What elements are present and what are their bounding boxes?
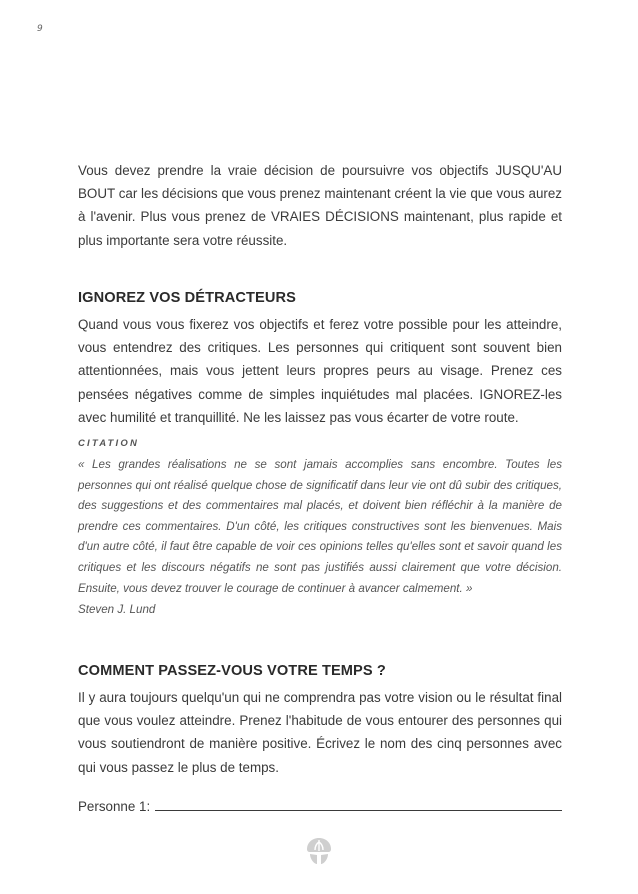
person-1-label: Personne 1: — [78, 799, 151, 814]
person-1-field — [78, 796, 562, 814]
detractors-body — [78, 313, 562, 429]
intro-section — [78, 159, 562, 252]
citation-label: CITATION — [78, 438, 140, 449]
time-section — [78, 663, 562, 679]
person-1-write-line[interactable] — [155, 796, 562, 811]
detractors-paragraph: Quand vous vous fixerez vos objectifs et ferez votre possible pour les atteindre, vous entendrez des critiques. Les personnes qui critiquent sont souvent bien attentionnées, mais vous jettent leurs propres peurs au visage. Prenez ces pensées négatives comme de simples inquiétudes mal placées. IGNOREZ-les avec humilité et tranquillité. Ne les laissez pas vous écarter de votre route. — [78, 317, 562, 425]
citation-quote: « Les grandes réalisations ne se sont jamais accomplies sans encombre. Toutes les personnes qui ont réalisé quelque chose de significatif dans leur vie ont dû subir des critiques, des suggestions et des commentaires mal placés, et doivent bien réfléchir à la manière de prendre ces commentaires. D'un côté, les critiques constructives sont les bienvenues. Mais d'un autre côté, il faut être capable de voir ces opinions telles qu'elles sont et savoir quand les critiques et les discours négatifs ne sont pas justifiés aussi clairement que votre décision. Ensuite, vous devez trouver le courage de continuer à avancer calmement. » — [78, 458, 562, 595]
citation-section — [78, 438, 562, 449]
time-paragraph: Il y aura toujours quelqu'un qui ne comprendra pas votre vision ou le résultat final que vous voulez atteindre. Prenez l'habitude de vous entourer des personnes qui vous soutiendront de manière positive. Écrivez le nom des cinq personnes avec qui vous passez le plus de temps. — [78, 690, 562, 775]
page-number: 9 — [37, 24, 43, 34]
brand-emblem-icon — [306, 836, 332, 866]
intro-paragraph: Vous devez prendre la vraie décision de poursuivre vos objectifs JUSQU'AU BOUT car les décisions que vous prenez maintenant créent la vie que vous aurez à l'avenir. Plus vous prenez de VRAIES DÉCISIONS maintenant, plus rapide et plus importante sera votre réussite. — [78, 163, 562, 248]
time-body — [78, 686, 562, 779]
section-heading-time: COMMENT PASSEZ-VOUS VOTRE TEMPS ? — [78, 663, 386, 679]
citation-author: Steven J. Lund — [78, 603, 156, 616]
citation-body — [78, 455, 562, 599]
citation-author-wrap — [78, 603, 562, 616]
detractors-section — [78, 290, 562, 306]
section-heading-detractors: IGNOREZ VOS DÉTRACTEURS — [78, 290, 296, 306]
